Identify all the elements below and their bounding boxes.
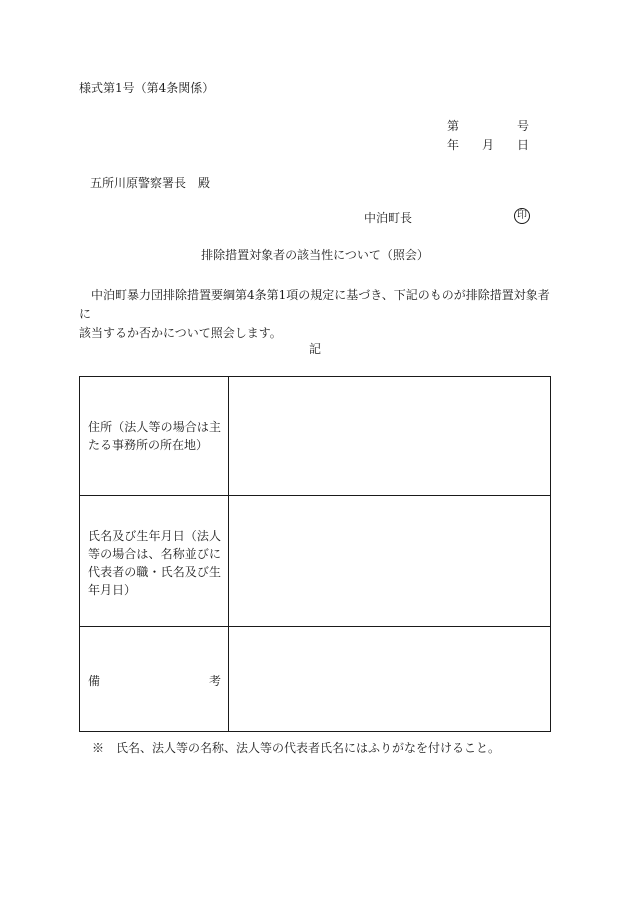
name-value-cell[interactable] xyxy=(229,496,550,626)
reference-number-line xyxy=(447,120,529,132)
number-suffix: 号 xyxy=(516,119,529,133)
name-label-cell xyxy=(80,496,229,626)
footnote: ※ 氏名、法人等の名称、法人等の代表者氏名にはふりがなを付けること。 xyxy=(92,741,501,755)
form-number: 様式第1号（第4条関係） xyxy=(79,81,215,95)
document-title: 排除措置対象者の該当性について（照会） xyxy=(201,248,429,262)
info-table xyxy=(79,376,551,732)
table-row-remarks xyxy=(80,627,550,732)
remarks-value-cell[interactable] xyxy=(229,627,550,732)
body-line-2: 該当するか否かについて照会します。 xyxy=(79,326,282,340)
table-row-name xyxy=(80,496,550,627)
sender-name: 中泊町長 xyxy=(364,211,413,225)
remarks-label xyxy=(88,672,221,690)
remarks-label-cell xyxy=(80,627,229,732)
body-paragraph xyxy=(79,286,555,343)
remarks-label-right: 考 xyxy=(208,674,221,688)
remarks-label-left: 備 xyxy=(88,674,101,688)
address-value-cell[interactable] xyxy=(229,377,550,495)
date-year: 年 xyxy=(447,138,460,152)
seal-mark: 印 xyxy=(514,208,530,224)
date-month: 月 xyxy=(481,138,494,152)
address-label: 住所（法人等の場合は主たる事務所の所在地） xyxy=(88,420,221,452)
address-label-cell xyxy=(80,377,229,495)
number-prefix: 第 xyxy=(447,119,460,133)
date-day: 日 xyxy=(516,138,529,152)
name-label: 氏名及び生年月日（法人等の場合は、名称並びに代表者の職・氏名及び生年月日） xyxy=(88,529,221,597)
date-line xyxy=(447,139,529,151)
recipient: 五所川原警察署長 殿 xyxy=(90,176,211,190)
ki-heading: 記 xyxy=(308,342,321,356)
body-line-1: 中泊町暴力団排除措置要綱第4条第1項の規定に基づき、下記のものが排除措置対象者に xyxy=(79,288,550,321)
table-row-address xyxy=(80,377,550,496)
